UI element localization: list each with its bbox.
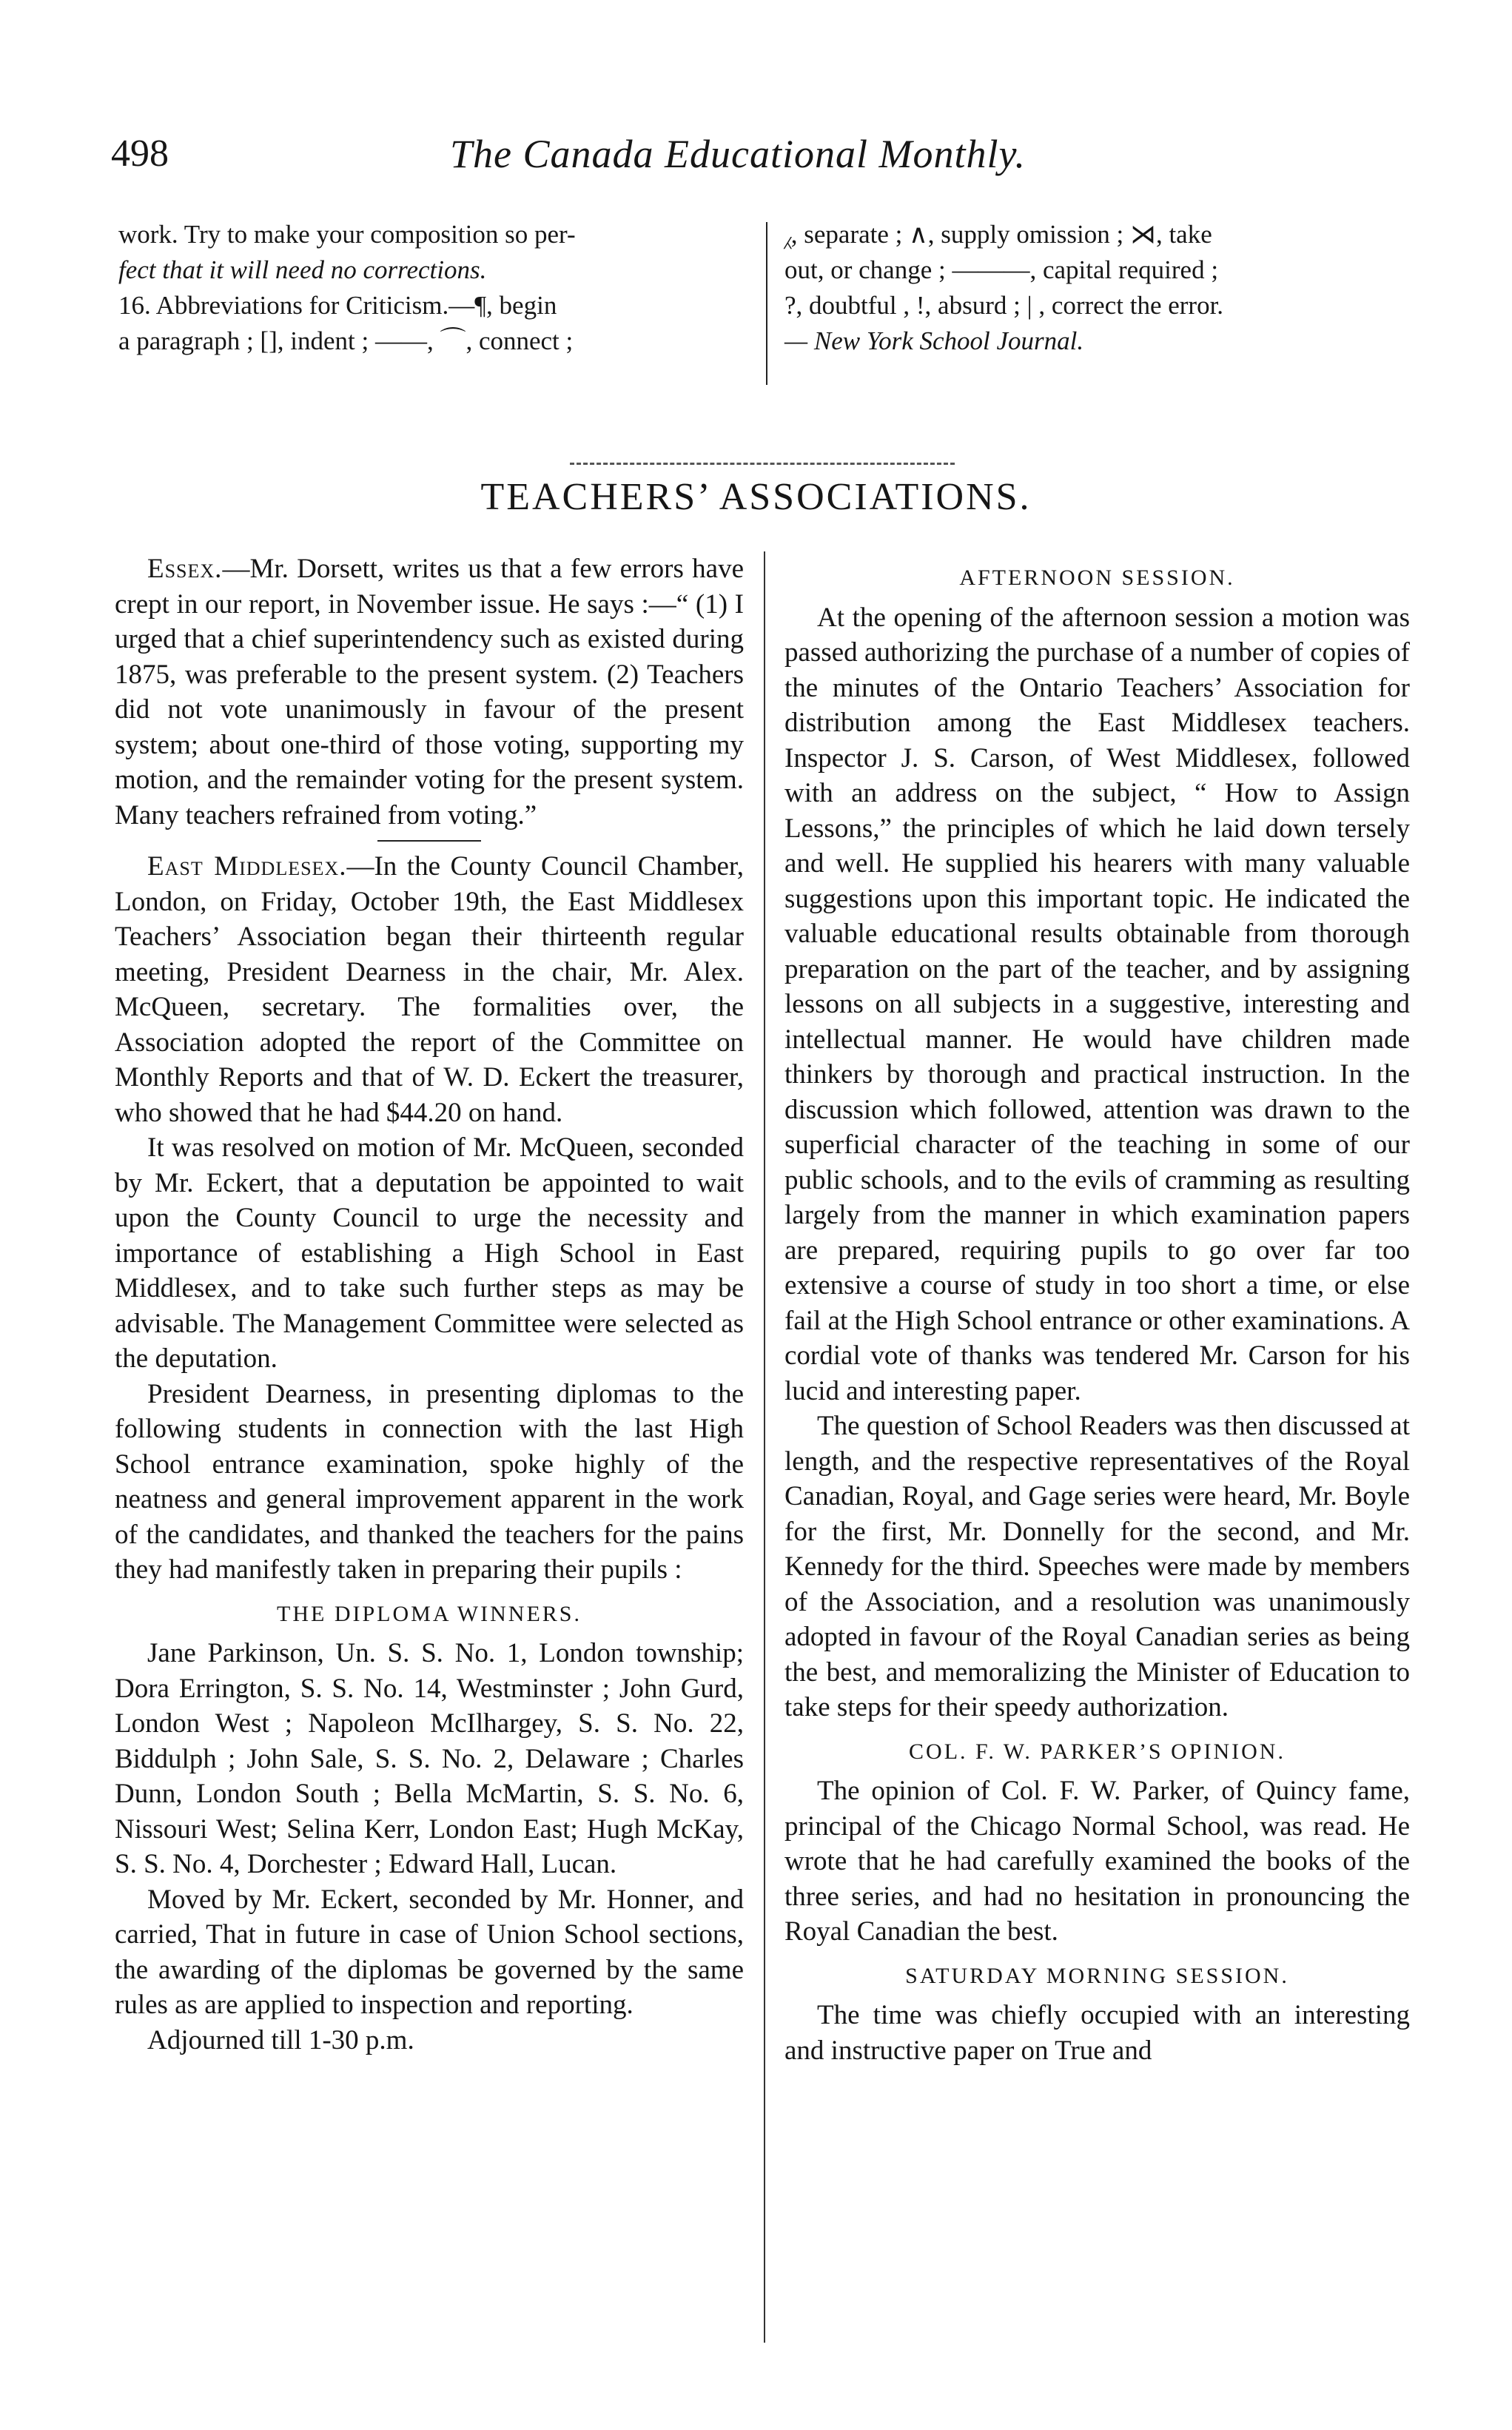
abbreviations-snippet-right [784, 217, 1414, 359]
snippet-line: ?, doubtful , !, absurd ; | , correct the error. [784, 291, 1224, 320]
east-middlesex-text: —In the County Council Chamber, London, on Friday, October 19th, the East Middlesex Teachers’ Association began their thirteenth regular meeting, President Dearness in the chair, Mr. Alex. McQueen, secretary. The formalities over, the Association adopted the report of the Committee on Monthly Reports and that of W. D. Eckert the treasurer, who showed that he had $44.20 on hand. [115, 851, 744, 1128]
snippet-column-divider [766, 222, 767, 385]
diplomas-paragraph: President Dearness, in presenting diplomas to the following students in connection with the last High School entrance examination, spoke highly of the neatness and general improvement apparent in the work of the candidates, and thanked the teachers for the pains they had manifestly taken in preparing their pupils : [115, 1378, 744, 1585]
running-head-title: The Canada Educational Monthly. [450, 132, 1026, 176]
snippet-line: fect that it will need no corrections. [118, 255, 487, 284]
section-title: TEACHERS’ ASSOCIATIONS. [480, 476, 1032, 518]
motion-paragraph: Moved by Mr. Eckert, seconded by Mr. Honner, and carried, That in future in case of Union School sections, the awarding of the diplomas be governed by the same rules as are applied to inspection and reporting. [115, 1884, 744, 2020]
column-divider [764, 551, 765, 2343]
abbreviations-snippet-left [118, 217, 747, 359]
snippet-line: work. Try to make your composition so per- [118, 220, 576, 249]
east-middlesex-lead: East Middlesex. [147, 851, 347, 882]
snippet-source: — New York School Journal. [784, 326, 1084, 355]
east-middlesex-paragraph [115, 849, 744, 1130]
afternoon-paragraph: At the opening of the afternoon session a motion was passed authorizing the purchase of a number of copies of the minutes of the Ontario Teachers’ Association for distribution among the East Middlesex teachers. Inspector J. S. Carson, of West Middlesex, followed with an address on the subject, “ How to Assign Lessons,” the principles of which he laid down tersely and well. He supplied his hearers with many valuable suggestions upon this important topic. He indicated the valuable educational results obtainable from thorough preparation on the part of the teacher, and by assigning lessons on all subjects in a suggestive, interesting and intellectual manner. He would have children made thinkers by thorough and practical instruction. In the discussion which followed, attention was drawn to the superficial character of the teaching in some of our public schools, and to the evils of cramming as resulting largely from the manner in which examination papers are prepared, requiring pupils to go over far too extensive a course of study in too short a time, or else fail at the High School entrance or other examinations. A cordial vote of thanks was tendered Mr. Carson for his lucid and interesting paper. [784, 602, 1410, 1406]
essex-paragraph [115, 551, 744, 833]
diploma-winners-heading: THE DIPLOMA WINNERS. [277, 1601, 582, 1626]
readers-paragraph: The question of School Readers was then discussed at length, and the respective representatives of the Royal Canadian, Royal, and Gage series were heard, Mr. Boyle for the first, Mr. Donnelly for the second, and Mr. Kennedy for the third. Speeches were made by members of the Association, and a resolution was unanimously adopted in favour of the Royal Canadian series as being the best, and memoralizing the Minister of Education to take steps for their speedy authorization. [784, 1411, 1410, 1722]
right-column [784, 551, 1410, 2068]
saturday-session-heading: SATURDAY MORNING SESSION. [905, 1963, 1289, 1988]
saturday-paragraph: The time was chiefly occupied with an interesting and instructive paper on True and [784, 2000, 1410, 2066]
essex-lead: Essex. [147, 554, 223, 584]
paragraph-rule [377, 840, 481, 842]
page-number: 498 [111, 132, 169, 175]
diploma-winners-list: Jane Parkinson, Un. S. S. No. 1, London township; Dora Errington, S. S. No. 14, Westminster ; John Gurd, London West ; Napoleon McIlhargey, S. S. No. 22, Biddulph ; John Sale, S. S. No. 2, Delaware ; Charles Dunn, London South ; Bella McMartin, S. S. No. 6, Nissouri West; Selina Kerr, London East; Hugh McKay, S. S. No. 4, Dorchester ; Edward Hall, Lucan. [115, 1638, 744, 1879]
snippet-line: a paragraph ; [], indent ; ——, ⌒, connect ; [118, 326, 574, 355]
parker-opinion-paragraph: The opinion of Col. F. W. Parker, of Quincy fame, principal of the Chicago Normal School, was read. He wrote that he had carefully examined the books of the three series, and had no hesitation in pronouncing the Royal Canadian the best. [784, 1776, 1410, 1947]
adjourned-line: Adjourned till 1-30 p.m. [147, 2024, 414, 2055]
essex-text: —Mr. Dorsett, writes us that a few errors have crept in our report, in November issue. He says :—“ (1) I urged that a chief superintendency such as existed during 1875, was preferable to the present system. (2) Teachers did not vote unanimously in favour of the present system; about one-third of those voting, supporting my motion, and the remainder voting for the present system. Many teachers refrained from voting.” [115, 554, 744, 830]
section-divider [570, 463, 955, 465]
deputation-paragraph: It was resolved on motion of Mr. McQueen, seconded by Mr. Eckert, that a deputation be appointed to wait upon the County Council to urge the necessity and importance of establishing a High School in East Middlesex, and to take such further steps as may be advisable. The Management Committee were selected as the deputation. [115, 1132, 744, 1374]
afternoon-session-heading: AFTERNOON SESSION. [959, 565, 1235, 590]
snippet-line: ⁁, separate ; ∧, supply omission ; ⋊, take [784, 220, 1212, 249]
left-column [115, 551, 744, 2058]
snippet-line: out, or change ; ———, capital required ; [784, 255, 1219, 284]
snippet-line: 16. Abbreviations for Criticism.—¶, begin [118, 291, 557, 320]
parker-opinion-heading: COL. F. W. PARKER’S OPINION. [909, 1739, 1286, 1764]
